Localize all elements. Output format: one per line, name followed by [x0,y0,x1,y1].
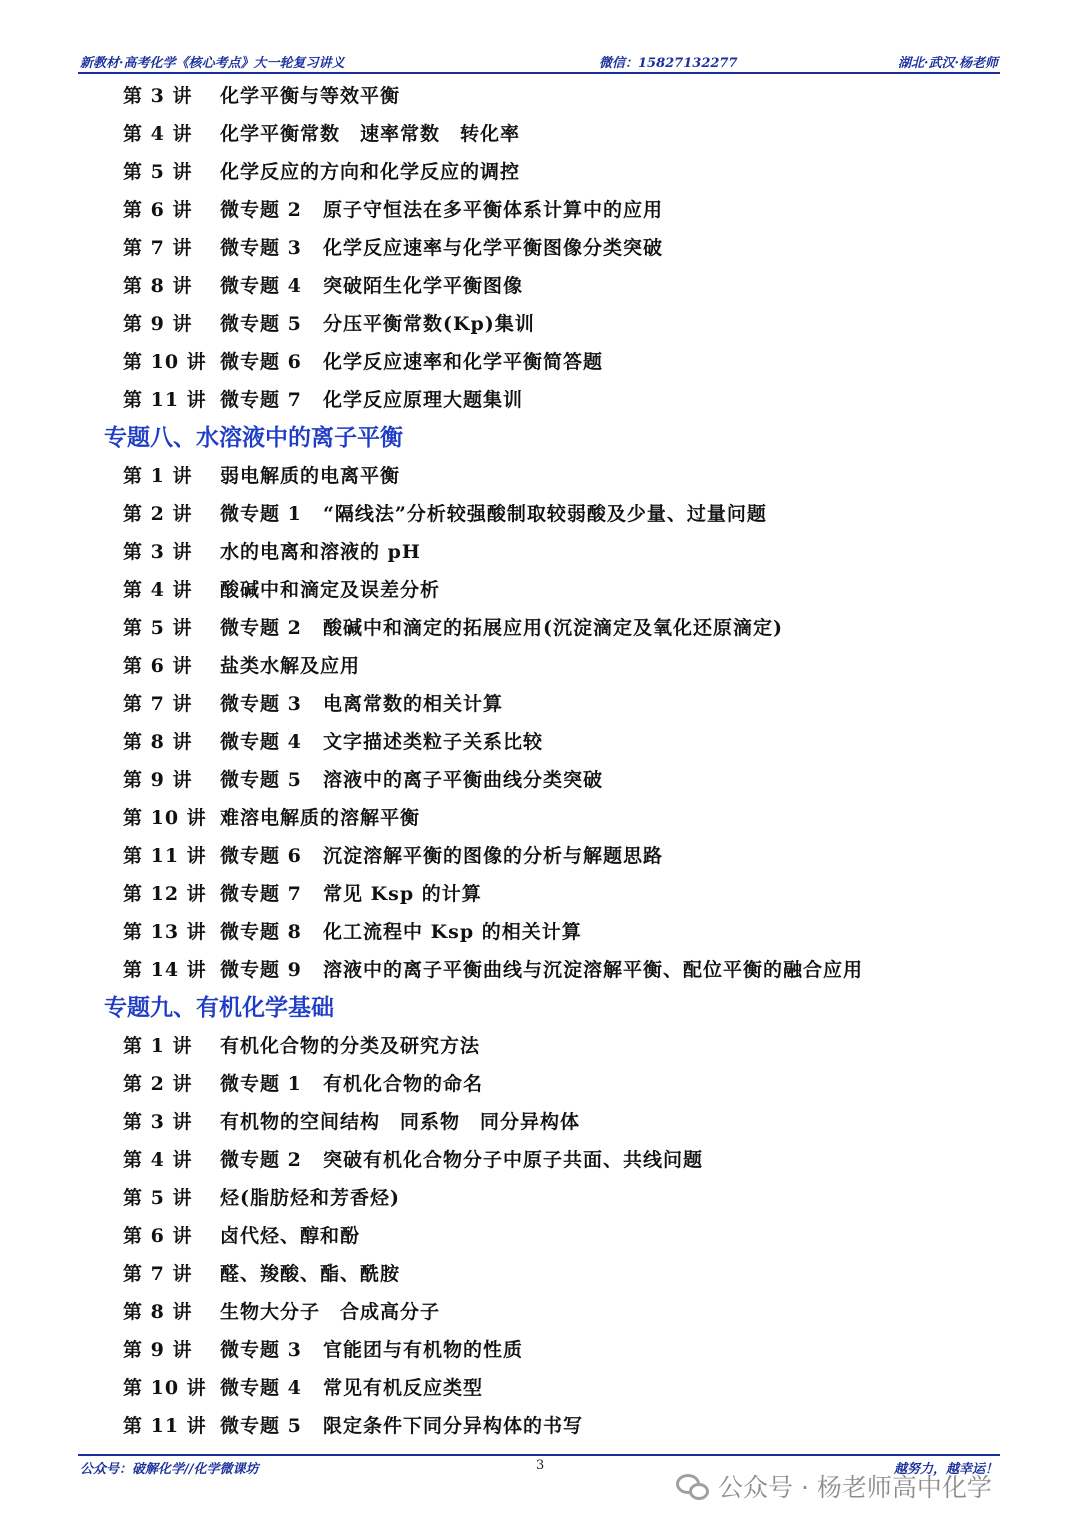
topic-title: 分压平衡常数(Kp)集训 [323,313,535,335]
page-number: 3 [536,1458,545,1473]
toc-entry [0,188,1080,226]
watermark [676,1466,992,1506]
lecture-number: 第 11 讲 [123,389,207,411]
toc-entry [0,606,1080,644]
toc-entry [0,834,1080,872]
toc-entry [0,1366,1080,1404]
lecture-title: 卤代烃、醇和酚 [220,1225,361,1247]
toc-entry [0,302,1080,340]
lecture-number: 第 4 讲 [123,1149,193,1171]
topic-title: 沉淀溶解平衡的图像的分析与解题思路 [323,845,664,867]
topic-title: 化学反应速率与化学平衡图像分类突破 [323,237,664,259]
lecture-number: 第 9 讲 [123,1339,193,1361]
topic-title: 化学反应速率和化学平衡简答题 [323,351,604,373]
lecture-number: 第 5 讲 [123,1187,193,1209]
toc-entry [0,682,1080,720]
topic-title: 化工流程中 Ksp 的相关计算 [323,921,582,943]
lecture-title: 微专题 4 [220,275,302,297]
lecture-title: 微专题 1 [220,1073,302,1095]
lecture-number: 第 6 讲 [123,655,193,677]
lecture-title: 微专题 6 [220,845,302,867]
toc-entry [0,948,1080,986]
footer-motto: 越努力，越幸运！ [893,1462,998,1477]
topic-title: 突破有机化合物分子中原子共面、共线问题 [323,1149,704,1171]
lecture-number: 第 7 讲 [123,693,193,715]
lecture-title: 微专题 5 [220,769,302,791]
wechat-icon [676,1472,710,1500]
topic-title: 文字描述类粒子关系比较 [323,731,544,753]
toc-entry [0,150,1080,188]
toc-entry [0,378,1080,416]
topic-title: 常见 Ksp 的计算 [323,883,482,905]
topic-title: 有机化合物的命名 [323,1073,484,1095]
toc-entry [0,1328,1080,1366]
toc-entry [0,720,1080,758]
lecture-title: 微专题 5 [220,1415,302,1437]
lecture-number: 第 7 讲 [123,1263,193,1285]
lecture-title: 微专题 2 [220,1149,302,1171]
toc-entry [0,340,1080,378]
lecture-number: 第 9 讲 [123,769,193,791]
section-heading [0,416,1080,454]
lecture-number: 第 5 讲 [123,161,193,183]
lecture-number: 第 6 讲 [123,199,193,221]
lecture-title: 酸碱中和滴定及误差分析 [220,579,441,601]
topic-title: 化学反应原理大题集训 [323,389,524,411]
toc-entry [0,264,1080,302]
lecture-number: 第 3 讲 [123,1111,193,1133]
lecture-title: 微专题 4 [220,1377,302,1399]
toc-entry [0,1404,1080,1442]
lecture-number: 第 4 讲 [123,123,193,145]
lecture-title: 微专题 3 [220,237,302,259]
toc-entry [0,872,1080,910]
toc-entry [0,1252,1080,1290]
section-title: 专题八、水溶液中的离子平衡 [104,425,403,451]
footer-account: 公众号：破解化学//化学微课坊 [80,1462,259,1477]
toc-entry [0,1100,1080,1138]
lecture-title: 有机物的空间结构 同系物 同分异构体 [220,1111,581,1133]
header-author: 湖北·武汉·杨老师 [897,56,998,71]
topic-title: 突破陌生化学平衡图像 [323,275,524,297]
lecture-number: 第 14 讲 [123,959,207,981]
lecture-number: 第 10 讲 [123,807,207,829]
topic-title: 酸碱中和滴定的拓展应用(沉淀滴定及氧化还原滴定) [323,617,783,639]
lecture-title: 化学平衡与等效平衡 [220,85,401,107]
lecture-number: 第 11 讲 [123,1415,207,1437]
topic-title: 常见有机反应类型 [323,1377,484,1399]
lecture-number: 第 2 讲 [123,1073,193,1095]
toc-entry [0,910,1080,948]
topic-title: “隔线法”分析较强酸制取较弱酸及少量、过量问题 [323,503,767,525]
toc-entry [0,1138,1080,1176]
topic-title: 原子守恒法在多平衡体系计算中的应用 [323,199,664,221]
page-header [78,50,1000,74]
lecture-title: 微专题 6 [220,351,302,373]
lecture-number: 第 8 讲 [123,275,193,297]
lecture-number: 第 3 讲 [123,85,193,107]
toc-entry [0,530,1080,568]
lecture-number: 第 10 讲 [123,1377,207,1399]
toc-entry [0,454,1080,492]
lecture-title: 微专题 2 [220,199,302,221]
lecture-title: 微专题 8 [220,921,302,943]
lecture-number: 第 9 讲 [123,313,193,335]
lecture-number: 第 3 讲 [123,541,193,563]
lecture-number: 第 1 讲 [123,1035,193,1057]
lecture-title: 微专题 3 [220,1339,302,1361]
lecture-title: 微专题 5 [220,313,302,335]
toc-entry [0,644,1080,682]
header-title: 新教材·高考化学《核心考点》大一轮复习讲义 [80,56,345,71]
lecture-title: 微专题 3 [220,693,302,715]
section-heading [0,986,1080,1024]
lecture-number: 第 2 讲 [123,503,193,525]
toc-entry [0,1214,1080,1252]
lecture-title: 微专题 1 [220,503,302,525]
topic-title: 电离常数的相关计算 [323,693,504,715]
lecture-title: 水的电离和溶液的 pH [220,541,421,563]
toc-entry [0,74,1080,112]
lecture-title: 烃(脂肪烃和芳香烃) [220,1187,400,1209]
lecture-title: 化学反应的方向和化学反应的调控 [220,161,521,183]
lecture-title: 生物大分子 合成高分子 [220,1301,441,1323]
lecture-title: 微专题 7 [220,883,302,905]
lecture-title: 微专题 7 [220,389,302,411]
lecture-title: 盐类水解及应用 [220,655,361,677]
section-title: 专题九、有机化学基础 [104,995,334,1021]
lecture-number: 第 8 讲 [123,1301,193,1323]
watermark-text: 公众号 · 杨老师高中化学 [718,1473,992,1502]
lecture-number: 第 1 讲 [123,465,193,487]
table-of-contents [0,74,1080,1442]
lecture-number: 第 8 讲 [123,731,193,753]
lecture-number: 第 5 讲 [123,617,193,639]
lecture-number: 第 10 讲 [123,351,207,373]
toc-entry [0,1062,1080,1100]
lecture-title: 化学平衡常数 速率常数 转化率 [220,123,521,145]
lecture-number: 第 6 讲 [123,1225,193,1247]
toc-entry [0,1290,1080,1328]
lecture-number: 第 13 讲 [123,921,207,943]
lecture-title: 难溶电解质的溶解平衡 [220,807,421,829]
lecture-title: 微专题 2 [220,617,302,639]
lecture-number: 第 12 讲 [123,883,207,905]
toc-entry [0,796,1080,834]
toc-entry [0,758,1080,796]
toc-entry [0,226,1080,264]
toc-entry [0,568,1080,606]
toc-entry [0,492,1080,530]
lecture-title: 微专题 4 [220,731,302,753]
toc-entry [0,112,1080,150]
toc-entry [0,1176,1080,1214]
lecture-title: 有机化合物的分类及研究方法 [220,1035,481,1057]
topic-title: 限定条件下同分异构体的书写 [323,1415,584,1437]
topic-title: 官能团与有机物的性质 [323,1339,524,1361]
lecture-title: 醛、羧酸、酯、酰胺 [220,1263,401,1285]
lecture-number: 第 4 讲 [123,579,193,601]
topic-title: 溶液中的离子平衡曲线分类突破 [323,769,604,791]
lecture-title: 弱电解质的电离平衡 [220,465,401,487]
lecture-number: 第 11 讲 [123,845,207,867]
lecture-number: 第 7 讲 [123,237,193,259]
toc-entry [0,1024,1080,1062]
header-contact: 微信：15827132277 [599,56,738,71]
lecture-title: 微专题 9 [220,959,302,981]
topic-title: 溶液中的离子平衡曲线与沉淀溶解平衡、配位平衡的融合应用 [323,959,864,981]
